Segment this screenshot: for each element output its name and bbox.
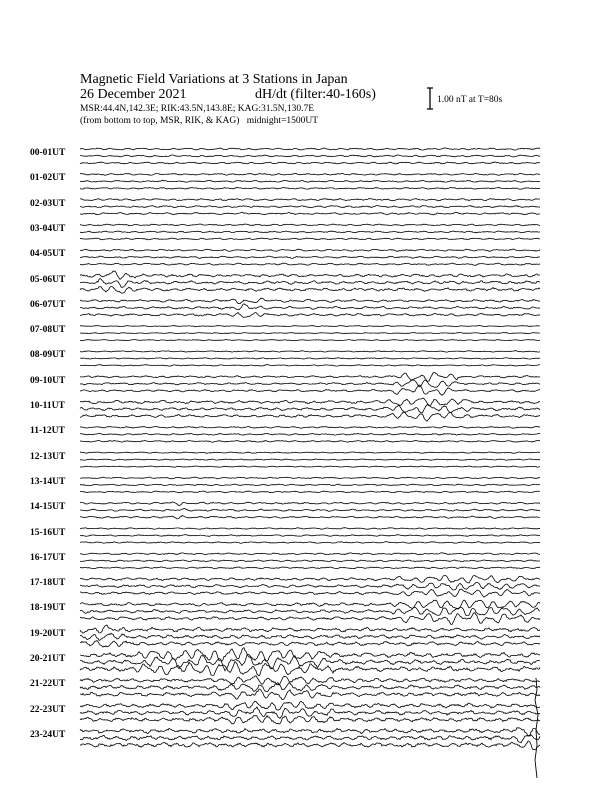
date-text: 26 December 2021 [80,87,187,102]
chart-title: Magnetic Field Variations at 3 Stations in Japan [80,72,348,87]
trace-kag [80,716,540,724]
trace-kag [80,263,540,265]
hour-label: 21-22UT [30,679,66,690]
hour-label: 06-07UT [30,299,66,310]
trace-msr [80,477,540,479]
trace-rik [80,206,540,208]
filter-text: dH/dt (filter:40-160s) [255,87,376,102]
trace-rik [80,560,540,562]
trace-rik [80,380,540,387]
hour-label: 23-24UT [30,729,66,740]
trace-kag [80,662,540,676]
hour-label: 20-21UT [30,654,66,664]
trace-kag [80,641,540,648]
trace-kag [80,313,540,318]
trace-msr [80,224,540,226]
hour-label: 03-04UT [30,223,66,234]
stations-text: MSR:44.4N,142.3E; RIK:43.5N,143.8E; KAG:31.5N,130.7E [80,104,315,114]
hour-label: 19-20UT [30,628,66,639]
hour-label: 05-06UT [30,274,66,285]
trace-kag [80,340,540,341]
trace-rik [80,508,540,511]
trace-msr [80,351,540,353]
hour-label: 22-23UT [30,704,66,715]
trace-kag [80,365,540,367]
trace-rik [80,535,540,537]
hour-label: 08-09UT [30,350,66,361]
trace-msr [80,199,540,201]
trace-rik [80,735,540,743]
trace-rik [80,433,540,435]
trace-msr [80,326,540,327]
trace-kag [80,187,540,189]
trace-msr [80,625,540,633]
trace-msr [80,528,540,530]
trace-msr [80,298,540,304]
trace-kag [80,287,540,294]
trace-msr [80,271,540,279]
trace-msr [80,701,540,710]
trace-msr [80,452,540,453]
trace-kag [80,238,540,240]
hour-label: 16-17UT [30,552,66,563]
trace-rik [80,583,540,591]
trace-kag [80,516,540,519]
midnight-text: midnight=1500UT [246,116,319,126]
trace-rik [80,459,540,460]
hour-label: 10-11UT [30,401,65,411]
hour-label: 11-12UT [30,426,65,437]
hour-label: 15-16UT [30,527,66,538]
trace-msr [80,676,540,685]
scale-bar [427,88,433,109]
trace-kag [80,162,540,164]
trace-msr [80,398,540,406]
trace-kag [80,542,540,544]
trace-rik [80,279,540,288]
trace-msr [80,600,540,609]
trace-msr [80,173,540,175]
hour-label: 14-15UT [30,502,66,513]
order-text: (from bottom to top, MSR, RIK, & KAG) [80,116,240,126]
trace-msr [80,372,540,381]
trace-msr [80,249,540,251]
trace-kag [80,567,540,569]
trace-rik [80,633,540,640]
trace-rik [80,404,540,413]
hour-label: 07-08UT [30,325,66,336]
trace-msr [80,426,540,428]
trace-rik [80,683,540,692]
hour-label: 02-03UT [30,198,66,209]
hour-label: 12-13UT [30,451,66,462]
trace-rik [80,180,540,182]
trace-kag [80,741,540,750]
trace-rik [80,231,540,233]
trace-kag [80,491,540,493]
trace-kag [80,440,540,442]
trace-kag [80,412,540,421]
trace-spike [535,678,538,778]
trace-msr [80,728,540,737]
trace-kag [80,613,540,625]
trace-rik [80,607,540,615]
trace-msr [80,502,540,506]
trace-msr [80,648,540,662]
hour-label: 17-18UT [30,578,66,589]
trace-msr [80,148,540,150]
trace-kag [80,466,540,467]
trace-msr [80,553,540,555]
hour-label: 04-05UT [30,249,66,260]
trace-rik [80,707,540,719]
trace-rik [80,304,540,310]
trace-kag [80,385,540,395]
trace-kag [80,212,540,215]
trace-kag [80,689,540,700]
trace-kag [80,589,540,597]
trace-rik [80,358,540,359]
hour-label: 13-14UT [30,476,66,487]
trace-rik [80,155,540,157]
hour-label: 00-01UT [30,148,66,158]
trace-rik [80,333,540,334]
trace-msr [80,575,540,583]
scale-label: 1.00 nT at T=80s [437,95,503,105]
hour-label: 09-10UT [30,375,66,386]
trace-rik [80,484,540,486]
hour-label: 18-19UT [30,603,66,614]
hour-label: 01-02UT [30,173,66,184]
trace-rik [80,256,540,258]
